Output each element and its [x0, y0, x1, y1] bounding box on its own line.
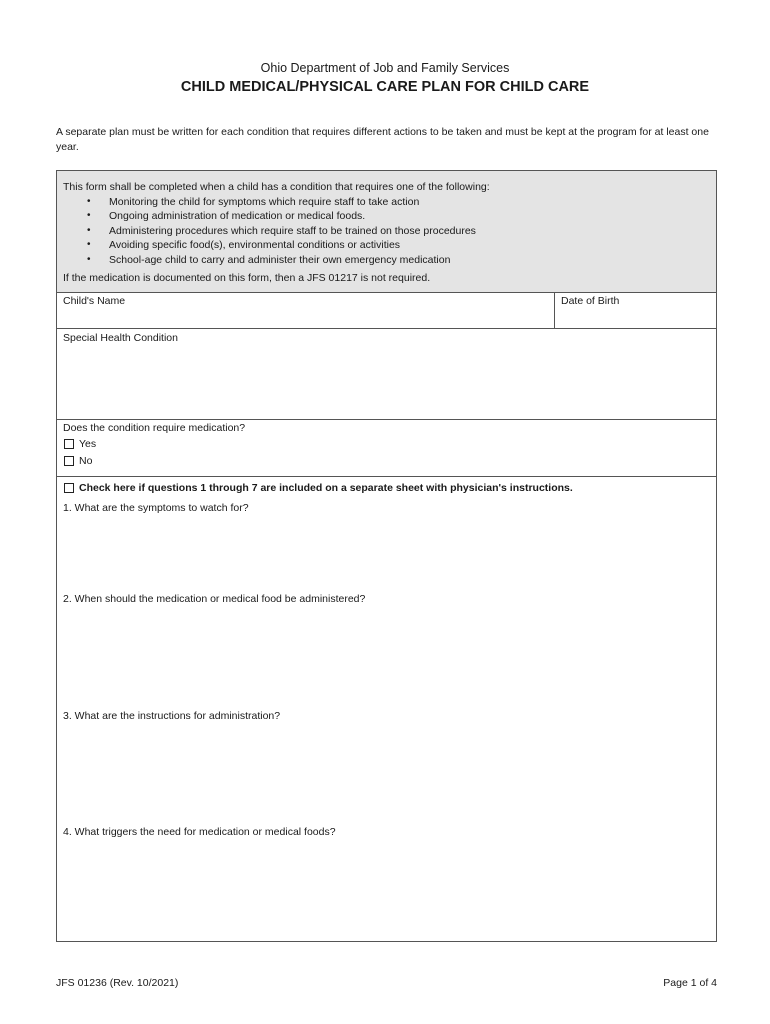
separate-sheet-option[interactable] — [64, 482, 573, 494]
dob-field[interactable] — [555, 292, 716, 328]
requirements-list — [57, 195, 476, 267]
name-dob-row — [57, 292, 716, 329]
question-2: 2. When should the medication or medical food be administered? — [63, 593, 366, 605]
form-id: JFS 01236 (Rev. 10/2021) — [56, 977, 179, 989]
question-4: 4. What triggers the need for medication or medical foods? — [63, 826, 336, 838]
requirements-note: If the medication is documented on this form, then a JFS 01217 is not required. — [63, 272, 431, 284]
requirement-item: • School-age child to carry and administer their own emergency medication — [57, 253, 476, 267]
medication-yes-option[interactable] — [64, 438, 96, 450]
requirements-box — [57, 171, 716, 293]
requirement-item: • Monitoring the child for symptoms which require staff to take action — [57, 195, 476, 209]
form-title: CHILD MEDICAL/PHYSICAL CARE PLAN FOR CHILD CARE — [180, 79, 590, 95]
condition-label: Special Health Condition — [63, 332, 178, 344]
medication-no-option[interactable] — [64, 455, 92, 467]
requirements-intro: This form shall be completed when a child has a condition that requires one of the following: — [63, 181, 490, 193]
medication-question-section — [57, 420, 716, 477]
dob-label: Date of Birth — [561, 295, 620, 307]
requirement-item: • Avoiding specific food(s), environmental conditions or activities — [57, 238, 476, 252]
care-plan-form — [56, 170, 717, 942]
separate-sheet-label: Check here if questions 1 through 7 are included on a separate sheet with physician's instructions. — [79, 482, 573, 494]
checkbox-yes[interactable] — [64, 439, 74, 449]
child-name-label: Child's Name — [63, 295, 126, 307]
no-label: No — [79, 455, 93, 467]
question-3: 3. What are the instructions for administration? — [63, 710, 281, 722]
page-number: Page 1 of 4 — [663, 977, 717, 989]
agency-name: Ohio Department of Job and Family Services — [260, 61, 510, 75]
child-name-field[interactable] — [57, 292, 555, 328]
intro-text: A separate plan must be written for each condition that requires different actions to be taken and must be kept at the program for at least one year. — [56, 126, 709, 153]
question-1: 1. What are the symptoms to watch for? — [63, 502, 249, 514]
requirement-item: • Administering procedures which require staff to be trained on those procedures — [57, 224, 476, 238]
checkbox-no[interactable] — [64, 456, 74, 466]
special-health-condition-field[interactable] — [57, 329, 716, 420]
questions-section — [57, 477, 716, 941]
medication-question: Does the condition require medication? — [63, 422, 246, 434]
yes-label: Yes — [79, 438, 97, 450]
requirement-item: • Ongoing administration of medication or medical foods. — [57, 209, 476, 223]
checkbox-separate-sheet[interactable] — [64, 483, 74, 493]
